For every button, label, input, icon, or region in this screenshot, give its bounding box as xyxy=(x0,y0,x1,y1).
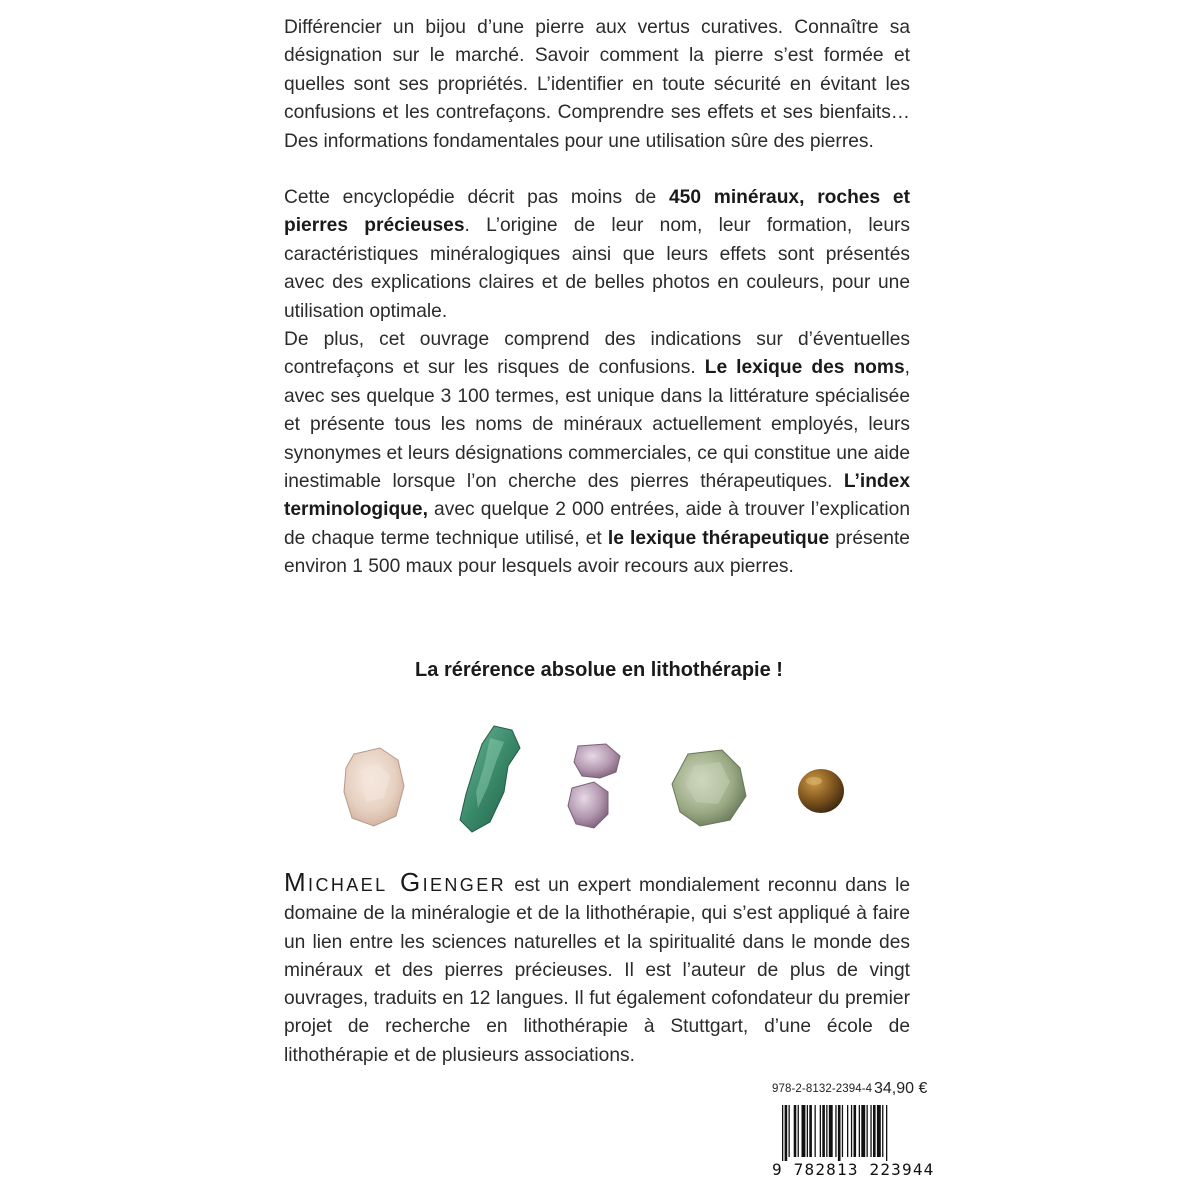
barcode-bar xyxy=(873,1105,876,1157)
barcode-bar xyxy=(870,1105,871,1157)
barcode-bar xyxy=(829,1105,833,1157)
stones-row xyxy=(330,722,870,832)
isbn-label: 978-2-8132-2394-4 xyxy=(772,1083,873,1095)
barcode-bar xyxy=(782,1105,783,1161)
barcode-bar xyxy=(842,1105,843,1157)
barcode-bar xyxy=(877,1105,881,1157)
details-text-4: présente environ 1 500 maux pour lesquels avoir recours aux pierres. xyxy=(284,527,910,578)
barcode-block xyxy=(772,1080,942,1183)
details-bold-index: L’index terminologique, xyxy=(284,471,910,521)
barcode-bar xyxy=(847,1105,848,1157)
green-mineral-stone-icon xyxy=(670,748,748,828)
barcode-bar xyxy=(861,1105,865,1157)
tiger-eye-stone-icon xyxy=(796,766,846,816)
amethyst-stones-icon xyxy=(564,742,628,832)
barcode-bar xyxy=(794,1105,797,1157)
details-bold-lexique-therapeutique: le lexique thérapeutique xyxy=(607,527,830,549)
barcode-bar xyxy=(835,1105,836,1157)
barcode-digits: 9 782813 223944 xyxy=(772,1160,935,1179)
barcode-bar xyxy=(820,1105,821,1157)
encyclopedia-text-1: Cette encyclopédie décrit pas moins de xyxy=(284,187,669,208)
barcode-bar xyxy=(867,1105,868,1157)
green-fuchsite-stone-icon xyxy=(454,722,524,834)
barcode-bar xyxy=(838,1105,841,1161)
barcode-bar xyxy=(789,1105,790,1157)
details-text-3: avec quelque 2 000 entrées, aide à trouver l’explication de chaque terme technique utilisé, et xyxy=(284,499,910,549)
barcode-bar xyxy=(851,1105,852,1157)
encyclopedia-text-2: . L’origine de leur nom, leur formation, leurs caractéristiques minéralogiques ainsi que leurs effets sont présentés avec des explications claires et de belles photos en couleurs, pour une utilisation optimale. xyxy=(284,215,910,322)
barcode-bar xyxy=(785,1105,788,1161)
author-paragraph xyxy=(284,868,910,1070)
barcode-bar xyxy=(809,1105,812,1157)
tagline: La rérérence absolue en lithothérapie ! xyxy=(415,659,783,681)
barcode-bar xyxy=(882,1105,883,1157)
barcode-icon xyxy=(782,1105,932,1161)
barcode-bar xyxy=(815,1105,816,1157)
details-text-1: De plus, cet ouvrage comprend des indications sur d’éventuelles contrefaçons et sur les risques de confusions. xyxy=(284,329,910,379)
details-paragraph xyxy=(284,326,910,582)
encyclopedia-bold-count: 450 minéraux, roches et pierres précieuses xyxy=(284,187,910,237)
intro-text: Différencier un bijou d’une pierre aux vertus curatives. Connaître sa désignation sur le marché. Savoir comment la pierre s’est formée et quelles sont ses propriétés. L’identifier en toute sécurité en évitant les confusions et les contrefaçons. Comprendre ses effets et ses bienfaits… Des informations fondamentales pour une utilisation sûre des pierres. xyxy=(284,17,910,152)
barcode-bar xyxy=(886,1105,887,1161)
price-label: 34,90 € xyxy=(874,1080,928,1097)
barcode-bar xyxy=(854,1105,857,1157)
author-name: Michael Gienger xyxy=(284,867,506,897)
details-text-2: , avec ses quelque 3 100 termes, est unique dans la littérature spécialisée et présente tous les noms de minéraux actuellement employés, leurs synonymes et leurs désignations commerciales, ce qui constitue une aide inestimable lorsque l’on cherche des pierres thérapeutiques. xyxy=(284,357,910,493)
intro-paragraph xyxy=(284,14,910,156)
details-bold-lexique-noms: Le lexique des noms xyxy=(704,357,905,379)
barcode-bar xyxy=(859,1105,860,1157)
rose-quartz-stone-icon xyxy=(340,746,408,828)
barcode-bar xyxy=(798,1105,799,1157)
barcode-bar xyxy=(802,1105,806,1157)
barcode-bar xyxy=(822,1105,825,1157)
barcode-bar xyxy=(807,1105,808,1157)
author-bio: est un expert mondialement reconnu dans le domaine de la minéralogie et de la lithothérapie, qui s’est appliqué à faire un lien entre les sciences naturelles et la spiritualité dans le monde des minéraux et des pierres précieuses. Il est l’auteur de plus de vingt ouvrages, traduits en 12 langues. Il fut également cofondateur du premier projet de recherche en lithothérapie à Stuttgart, d’une école de lithothérapie et de plusieurs associations. xyxy=(284,875,910,1066)
barcode-bar xyxy=(826,1105,827,1157)
encyclopedia-paragraph xyxy=(284,184,910,326)
